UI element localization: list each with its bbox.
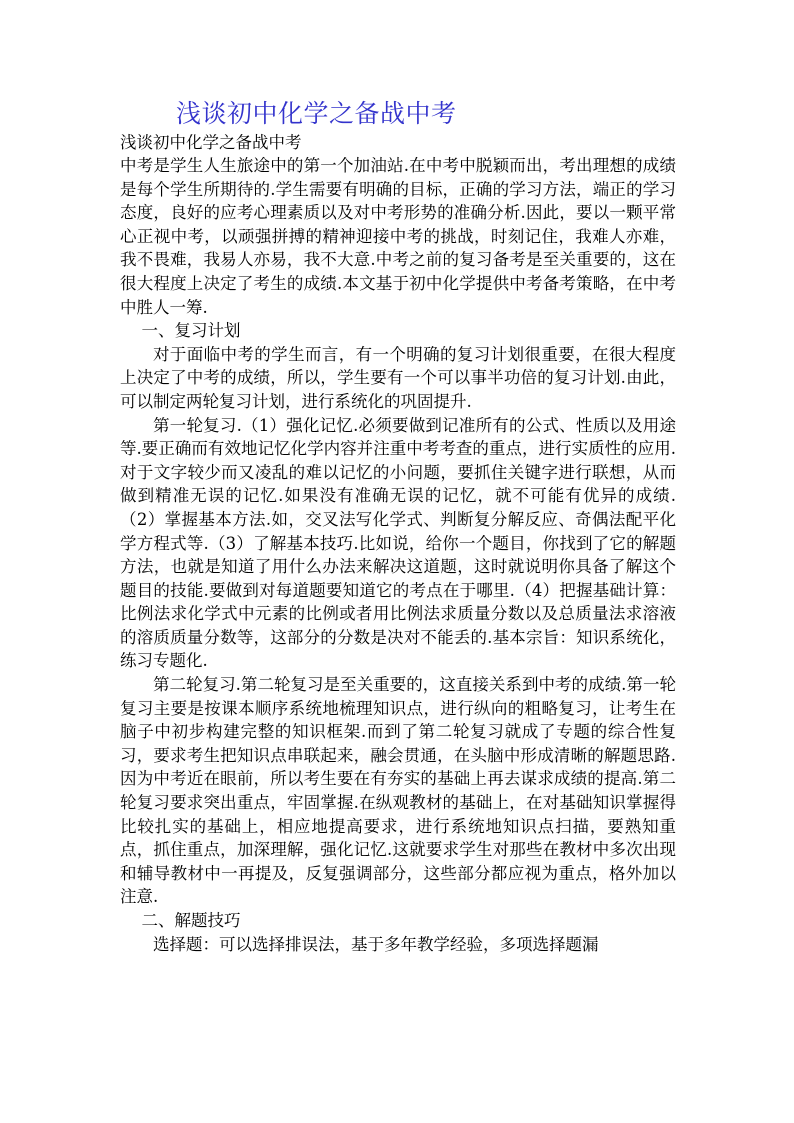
intro-paragraph: 中考是学生人生旅途中的第一个加油站.在中考中脱颖而出，考出理想的成绩是每个学生所期待的.学生需要有明确的目标，正确的学习方法，端正的学习态度，良好的应考心理素质以及对中考形势的准确分析.因此，要以一颗平常心正视中考，以顽强拼搏的精神迎接中考的挑战，时刻记住，我难人亦难，我不畏难，我易人亦易，我不大意.中考之前的复习备考是至关重要的，这在很大程度上决定了考生的成绩.本文基于初中化学提供中考备考策略，在中考中胜人一筹. (120, 156, 676, 317)
document-page (120, 96, 676, 956)
paragraph-first-round: 第一轮复习.（1）强化记忆.必须要做到记准所有的公式、性质以及用途等.要正确而有效地记忆化学内容并注重中考考查的重点，进行实质性的应用.对于文字较少而又凌乱的难以记忆的小问题，要抓住关键字进行联想，从而做到精准无误的记忆.如果没有准确无误的记忆，就不可能有优异的成绩.（2）掌握基本方法.如，交叉法写化学式、判断复分解反应、奇偶法配平化学方程式等.（3）了解基本技巧.比如说，给你一个题目，你找到了它的解题方法，也就是知道了用什么办法来解决这道题，这时就说明你具备了解这个题目的技能.要做到对每道题要知道它的考点在于哪里.（4）把握基础计算：比例法求化学式中元素的比例或者用比例法求质量分数以及总质量法求溶液的溶质质量分数等，这部分的分数是决对不能丢的.基本宗旨：知识系统化，练习专题化. (120, 415, 676, 671)
paragraph-second-round: 第二轮复习.第二轮复习是至关重要的，这直接关系到中考的成绩.第一轮复习主要是按课本顺序系统地梳理知识点，进行纵向的粗略复习，让考生在脑子中初步构建完整的知识框架.而到了第二轮复习就成了专题的综合性复习，要求考生把知识点串联起来，融会贯通，在头脑中形成清晰的解题思路.因为中考近在眼前，所以考生要在有夯实的基础上再去谋求成绩的提高.第二轮复习要求突出重点，牢固掌握.在纵观教材的基础上，在对基础知识掌握得比较扎实的基础上，相应地提高要求，进行系统地知识点扫描，要熟知重点，抓住重点，加深理解，强化记忆.这就要求学生对那些在教材中多次出现和辅导教材中一再提及，反复强调部分，这些部分都应视为重点，格外加以注意. (120, 675, 676, 907)
paragraph-review-plan: 对于面临中考的学生而言，有一个明确的复习计划很重要，在很大程度上决定了中考的成绩，所以，学生要有一个可以事半功倍的复习计划.由此，可以制定两轮复习计划，进行系统化的巩固提升. (120, 344, 676, 411)
document-subtitle: 浅谈初中化学之备战中考 (120, 133, 302, 152)
section-heading-techniques: 二、解题技巧 (141, 911, 241, 930)
section-heading-review-plan: 一、复习计划 (141, 321, 241, 341)
document-title: 浅谈初中化学之备战中考 (176, 99, 457, 128)
paragraph-multiple-choice: 选择题：可以选择排误法，基于多年教学经验，多项选择题漏 (153, 934, 599, 954)
